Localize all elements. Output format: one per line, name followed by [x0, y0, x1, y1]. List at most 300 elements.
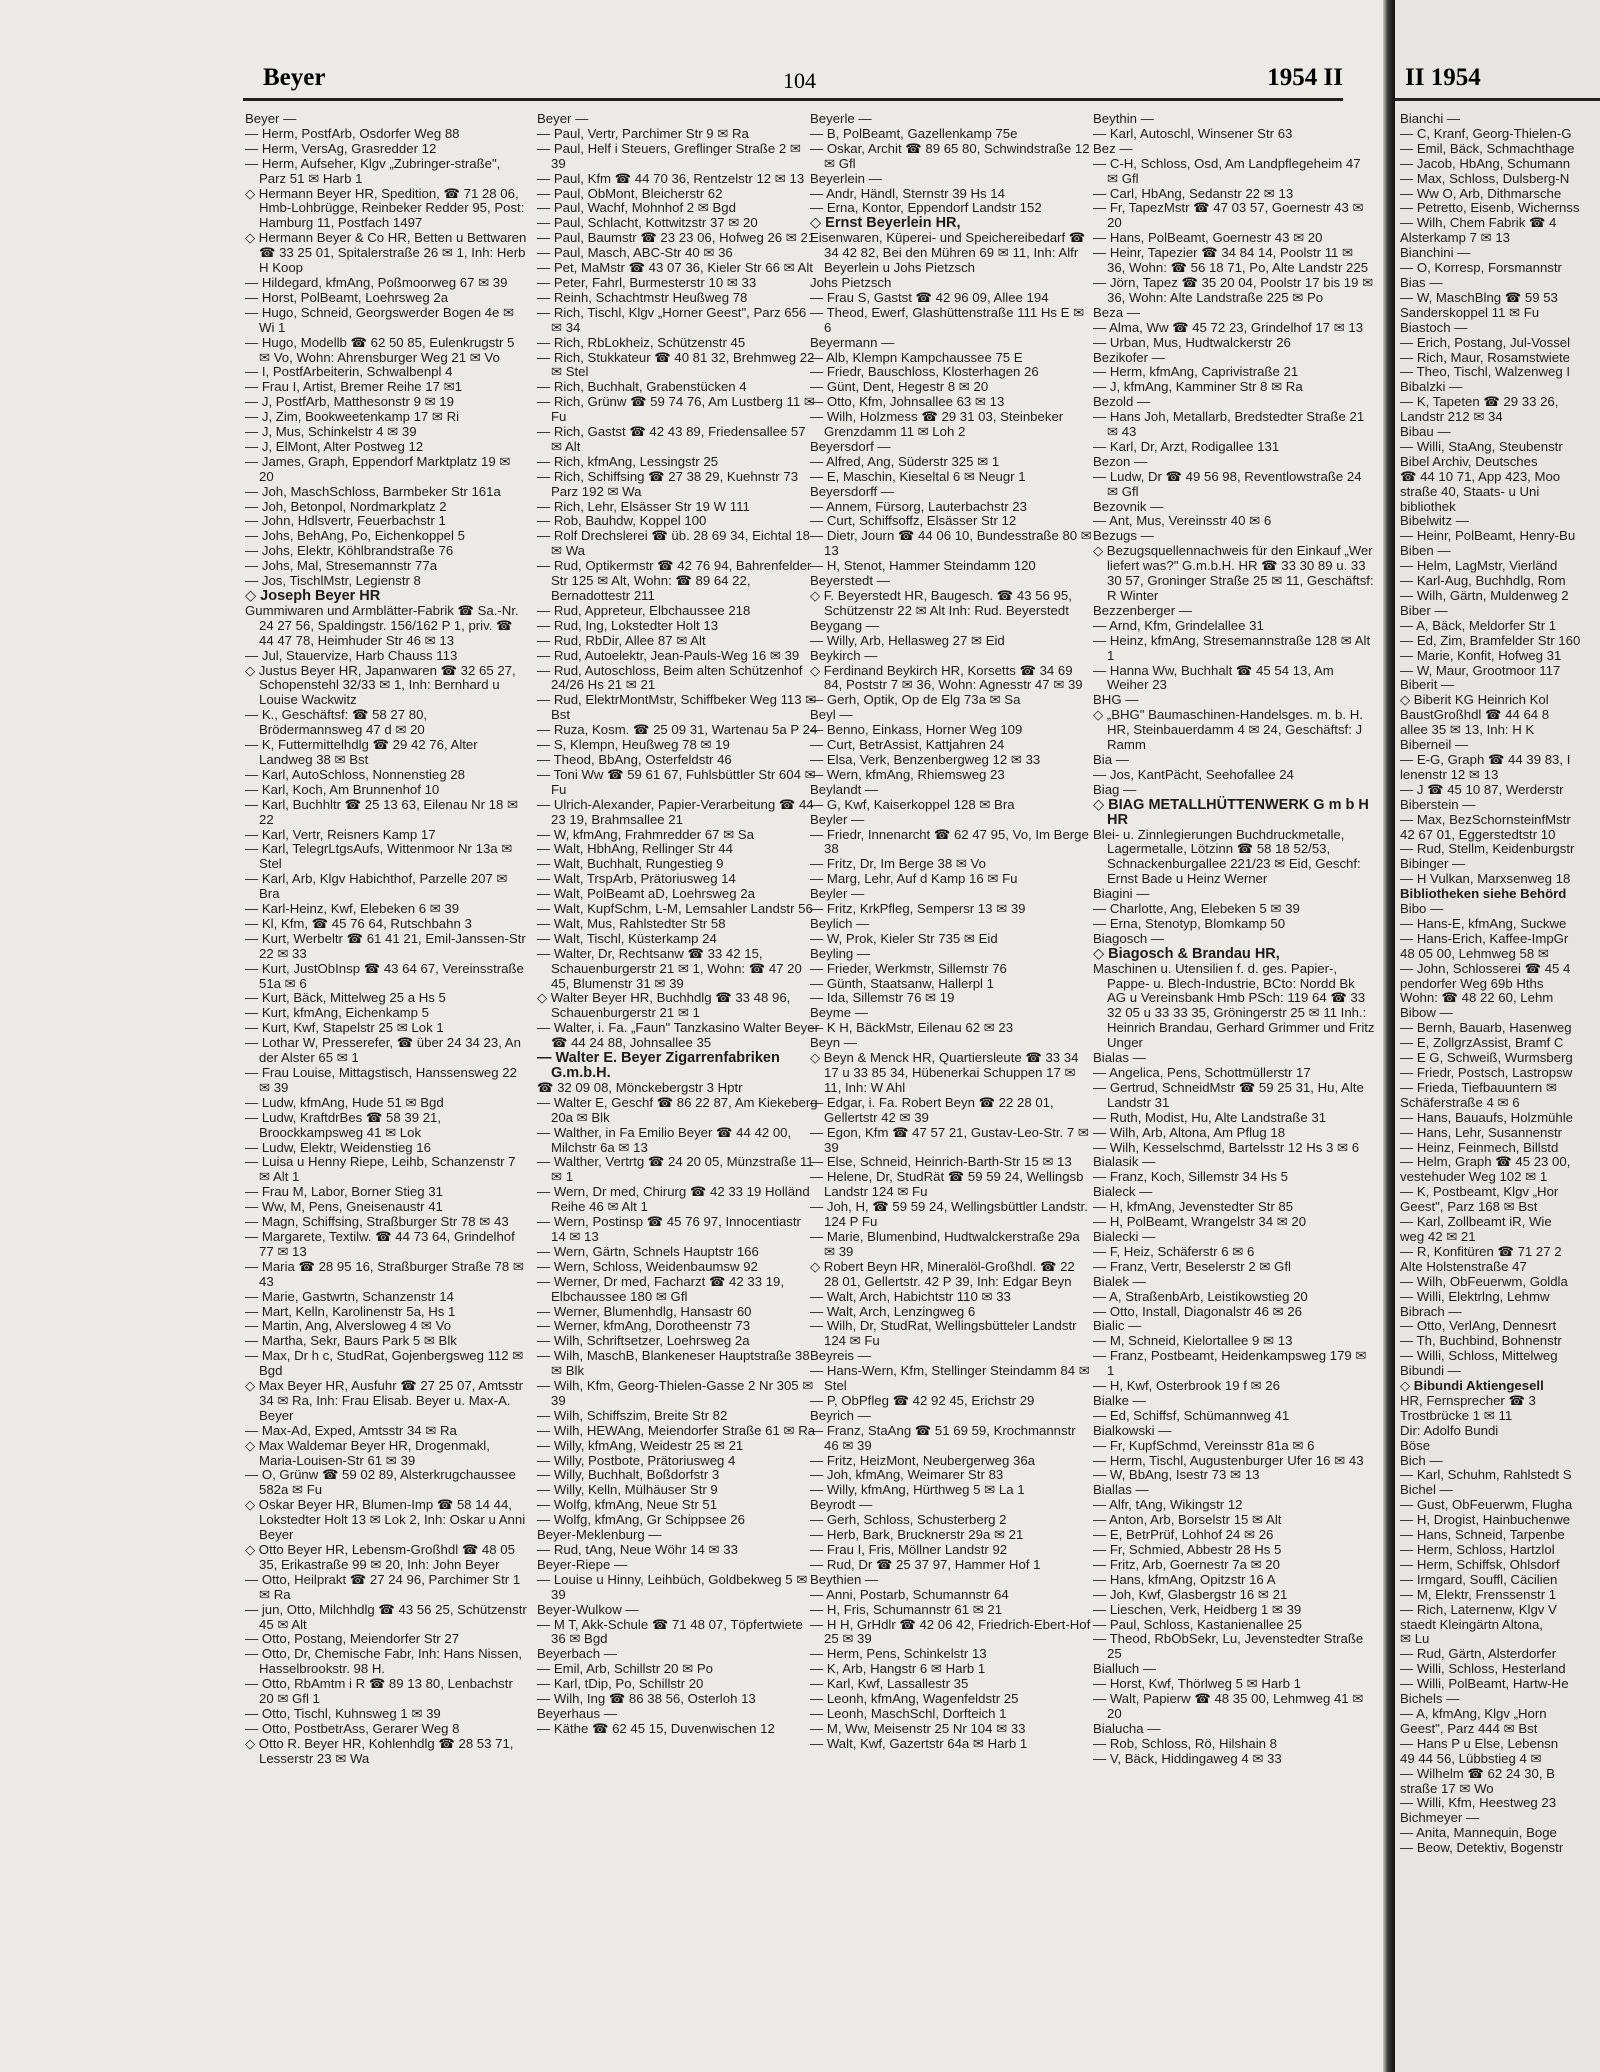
directory-entry: — Heinz, kfmAng, Stresemannstraße 128 ✉ Alt 1 — [1093, 632, 1371, 663]
directory-entry: — Willi, Kfm, Heestweg 23 — [1400, 1795, 1557, 1811]
directory-entry: — Herm, Schiffsk, Ohlsdorf — [1400, 1556, 1560, 1572]
directory-entry: Biagini — — [1093, 886, 1150, 902]
directory-entry: — J, Mus, Schinkelstr 4 ✉ 39 — [245, 424, 417, 440]
directory-entry: — Erna, Stenotyp, Blomkamp 50 — [1093, 915, 1286, 931]
directory-entry: — Rud, Autoschloss, Beim alten Schützenhof 24/26 Hs 21 ✉ 21 — [537, 662, 803, 693]
directory-entry: — Karl, Buchhltr ☎ 25 13 63, Eilenau Nr 18 ✉ 22 — [245, 796, 519, 827]
directory-entry: Wohn: ☎ 48 22 60, Lehm — [1400, 990, 1554, 1006]
directory-entry: — Rud, Ing, Lokstedter Holt 13 — [537, 617, 719, 633]
directory-entry: — Ludw, kfmAng, Hude 51 ✉ Bgd — [245, 1094, 444, 1110]
directory-entry: — Ant, Mus, Vereinsstr 40 ✉ 6 — [1093, 513, 1272, 529]
directory-entry: — Petretto, Eisenb, Wichernss — [1400, 200, 1580, 216]
directory-entry: — J, ElMont, Alter Postweg 12 — [245, 438, 424, 454]
directory-entry: Dir: Adolfo Bundi — [1400, 1422, 1499, 1438]
directory-entry: — Walt, HbhAng, Rellinger Str 44 — [537, 841, 733, 857]
directory-entry: 42 67 01, Eggerstedtstr 10 — [1400, 826, 1556, 842]
column-4 — [1093, 112, 1375, 1767]
directory-entry: — Wilh, Ing ☎ 86 38 56, Osterloh 13 — [537, 1691, 756, 1707]
directory-entry: Beylich — — [810, 915, 870, 931]
directory-entry: — Wilhelm ☎ 62 24 30, B — [1400, 1765, 1555, 1781]
directory-entry: Bibrach — — [1400, 1303, 1462, 1319]
column-3 — [810, 112, 1092, 1752]
directory-entry: — Kurt, Kwf, Stapelstr 25 ✉ Lok 1 — [245, 1020, 444, 1036]
directory-entry: — Frieder, Werkmstr, Sillemstr 76 — [810, 960, 1007, 976]
directory-entry: — Rolf Drechslerei ☎ üb. 28 69 34, Eichtal 18 ✉ Wa — [537, 528, 810, 559]
directory-entry: Bezugs — — [1093, 528, 1154, 544]
right-page-column — [1400, 112, 1600, 1856]
directory-entry: — Ed, Schiffsf, Schümannweg 41 — [1093, 1407, 1290, 1423]
directory-entry: Beyme — — [810, 1005, 868, 1021]
directory-entry: Alsterkamp 7 ✉ 13 — [1400, 230, 1511, 246]
directory-entry: — Max, Dr h c, StudRat, Gojenbergsweg 112 ✉ Bgd — [245, 1348, 524, 1379]
directory-entry: Biberstein — — [1400, 796, 1476, 812]
directory-entry: — Walt, TrspArb, Prätoriusweg 14 — [537, 871, 736, 887]
directory-entry: — Theod, BbAng, Osterfeldstr 46 — [537, 751, 732, 767]
directory-entry: — B, PolBeamt, Gazellenkamp 75e — [810, 125, 1018, 141]
directory-entry: — Friedr, Postsch, Lastropsw — [1400, 1065, 1573, 1080]
directory-entry: — Alfred, Ang, Süderstr 325 ✉ 1 — [810, 453, 1000, 469]
directory-entry: — Walt, Papierw ☎ 48 35 00, Lehmweg 41 ✉ 20 — [1093, 1691, 1364, 1721]
directory-entry: — A, StraßenbArb, Leistikowstieg 20 — [1093, 1288, 1308, 1304]
directory-entry: — Otto, Install, Diagonalstr 46 ✉ 26 — [1093, 1303, 1302, 1319]
directory-entry: — Ludw, Dr ☎ 49 56 98, Reventlowstraße 24 ✉ Gfl — [1093, 468, 1362, 499]
directory-entry: — Paul, Helf i Steuers, Greflinger Straße 2 ✉ 39 — [537, 140, 801, 171]
directory-entry: — Willi, StaAng, Steubenstr — [1400, 438, 1563, 454]
directory-entry: — Gertrud, SchneidMstr ☎ 59 25 31, Hu, Alte Landstr 31 — [1093, 1079, 1364, 1110]
directory-entry: — Walther, Vertrtg ☎ 24 20 05, Münzstraße 11 ✉ 1 — [537, 1154, 814, 1185]
directory-entry: — M, Ww, Meisenstr 25 Nr 104 ✉ 33 — [810, 1720, 1026, 1736]
directory-entry: Beyler — — [810, 886, 865, 902]
directory-entry: Maschinen u. Utensilien f. d. ges. Papier-, Pappe- u. Blech-Industrie, BCto: Nordd Bk AG u Vereinsbank Hmb PSch: 119 64 ☎ 33 32 05 u 33 33 35, Gröningerstr 25 ✉ 11 Inh.: Heinrich Brandau, Gerhard Grimmer und Fritz Unger — [1093, 960, 1375, 1051]
directory-entry: Bialke — — [1093, 1392, 1146, 1408]
directory-entry: — H H, GrHdlr ☎ 42 06 42, Friedrich-Ebert-Hof 25 ✉ 39 — [810, 1616, 1091, 1647]
directory-entry: — I, PostfArbeiterin, Schwalbenpl 4 — [245, 364, 453, 380]
directory-entry: — Wern, Postinsp ☎ 45 76 97, Innocentiastr 14 ✉ 13 — [537, 1214, 801, 1244]
directory-entry: — Wolfg, kfmAng, Neue Str 51 — [537, 1497, 718, 1513]
directory-entry: Bialic — — [1093, 1318, 1142, 1334]
directory-entry: — Wilh, Arb, Altona, Am Pflug 18 — [1093, 1124, 1286, 1140]
directory-entry: — Max, Schloss, Dulsberg-N — [1400, 170, 1570, 186]
directory-entry: — Heinz, Feinmech, Billstd — [1400, 1139, 1559, 1155]
directory-entry: — Martin, Ang, Alversloweg 4 ✉ Vo — [245, 1318, 452, 1334]
directory-entry: — Kurt, Bäck, Mittelweg 25 a Hs 5 — [245, 990, 446, 1006]
directory-entry: — Walt, Buchhalt, Rungestieg 9 — [537, 856, 724, 872]
directory-entry: — Ulrich-Alexander, Papier-Verarbeitung ☎ 44 23 19, Brahmsallee 21 — [537, 796, 814, 827]
directory-entry: — Anton, Arb, Borselstr 15 ✉ Alt — [1093, 1512, 1282, 1528]
directory-entry: — Margarete, Textilw. ☎ 44 73 64, Grindelhof 77 ✉ 13 — [245, 1228, 515, 1259]
directory-entry: — Theo, Tischl, Walzenweg I — [1400, 364, 1571, 380]
directory-entry: — Irmgard, Souffl, Cäcilien — [1400, 1571, 1558, 1587]
directory-entry: — Joh, Kwf, Glasbergstr 16 ✉ 21 — [1093, 1586, 1288, 1602]
directory-entry: — Theod, RbObSekr, Lu, Jevenstedter Straße 25 — [1093, 1631, 1364, 1662]
directory-entry: — Lieschen, Verk, Heidberg 1 ✉ 39 — [1093, 1601, 1302, 1617]
directory-entry: Beyl — — [810, 707, 853, 723]
directory-entry: — Karl, AutoSchloss, Nonnenstieg 28 — [245, 766, 465, 782]
directory-entry: — Erna, Kontor, Eppendorf Landstr 152 — [810, 200, 1042, 216]
directory-entry: — K, Futtermittelhdlg ☎ 29 42 76, Alter Landweg 38 ✉ Bst — [245, 737, 478, 767]
directory-entry: — Magn, Schiffsing, Straßburger Str 78 ✉ 43 — [245, 1214, 509, 1230]
directory-entry: Biberneil — — [1400, 737, 1469, 753]
directory-entry: Beythin — — [1093, 111, 1154, 126]
directory-entry: — Frau I, Fris, Möllner Landstr 92 — [810, 1542, 1008, 1557]
directory-entry: ◇ Max Waldemar Beyer HR, Drogenmakl, Maria-Louisen-Str 61 ✉ 39 — [245, 1437, 490, 1468]
directory-entry: — Peter, Fahrl, Burmesterstr 10 ✉ 33 — [537, 274, 757, 290]
directory-entry: — J, Zim, Bookweetenkamp 17 ✉ Ri — [245, 409, 460, 425]
directory-entry: Beythien — — [810, 1571, 879, 1587]
directory-entry: ◇ Max Beyer HR, Ausfuhr ☎ 27 25 07, Amtsstr 34 ✉ Ra, Inh: Frau Elisab. Beyer u. Max-A. Beyer — [245, 1378, 523, 1423]
directory-entry: Beyerstedt — — [810, 573, 890, 589]
directory-entry: — Hans, Lehr, Susannenstr — [1400, 1124, 1563, 1140]
directory-entry: Bich — — [1400, 1452, 1443, 1468]
directory-entry: — Willi, Schloss, Mittelweg — [1400, 1348, 1558, 1364]
column-2 — [537, 112, 819, 1737]
directory-entry: — Helm, LagMstr, Vierländ — [1400, 558, 1558, 574]
directory-entry: — Hans-Wern, Kfm, Stellinger Steindamm 84 ✉ Stel — [810, 1363, 1090, 1394]
directory-entry: — Günt, Dent, Hegestr 8 ✉ 20 — [810, 379, 989, 395]
directory-entry: Bialeck — — [1093, 1184, 1153, 1200]
directory-entry: — G, Kwf, Kaiserkoppel 128 ✉ Bra — [810, 796, 1015, 812]
directory-entry: — Gerh, Optik, Op de Elg 73a ✉ Sa — [810, 692, 1021, 708]
directory-entry: ◇ Hermann Beyer & Co HR, Betten u Bettwaren ☎ 33 25 01, Spitalerstraße 26 ✉ 1, Inh: Herb H Koop — [245, 230, 527, 276]
directory-entry: — Marie, Blumenbind, Hudtwalckerstraße 29a ✉ 39 — [810, 1228, 1080, 1259]
directory-entry: ◇ „BHG" Baumaschinen-Handelsges. m. b. H. HR, Steinbauerdamm 4 ✉ 24, Geschäftsf: J Ramm — [1093, 707, 1363, 753]
directory-entry: — Otto, Tischl, Kuhnsweg 1 ✉ 39 — [245, 1705, 441, 1721]
directory-entry: — Jos, TischlMstr, Legienstr 8 — [245, 573, 421, 589]
directory-entry: — Rich, kfmAng, Lessingstr 25 — [537, 453, 719, 469]
directory-entry: — Frau M, Labor, Borner Stieg 31 — [245, 1184, 443, 1200]
directory-entry: — Fritz, Arb, Goernestr 7a ✉ 20 — [1093, 1556, 1280, 1572]
directory-entry: — Rich, Stukkateur ☎ 40 81 32, Brehmweg 22 ✉ Stel — [537, 349, 815, 380]
directory-entry: Beygang — — [810, 617, 879, 633]
directory-entry: Bezzenberger — — [1093, 602, 1192, 618]
directory-entry: Bibalzki — — [1400, 379, 1463, 395]
directory-entry: — Joh, H, ☎ 59 59 24, Wellingsbüttler Landstr. 124 P Fu — [810, 1199, 1088, 1230]
directory-entry: — Else, Schneid, Heinrich-Barth-Str 15 ✉ 13 — [810, 1154, 1072, 1170]
directory-entry: Eisenwaren, Küperei- und Speichereibedarf ☎ 34 42 82, Bei den Mühren 69 ✉ 11, Inh: Alfr Beyerlein u Johs Pietzsch — [810, 230, 1086, 276]
directory-entry: BHG — — [1093, 692, 1139, 708]
directory-entry: — Karl, Schuhm, Rahlstedt S — [1400, 1467, 1572, 1483]
directory-entry: — Karl-Heinz, Kwf, Elebeken 6 ✉ 39 — [245, 901, 460, 917]
directory-entry: Beyerlein — — [810, 170, 882, 186]
directory-entry: — E, ZollgrzAssist, Bramf C — [1400, 1035, 1564, 1051]
directory-entry: — Walt, Kwf, Gazertstr 64a ✉ Harb 1 — [810, 1735, 1028, 1751]
directory-entry: Bianchi — — [1400, 111, 1461, 126]
directory-entry: — Rich, Lehr, Elsässer Str 19 W 111 — [537, 498, 750, 514]
directory-entry: — Angelica, Pens, Schottmüllerstr 17 — [1093, 1065, 1311, 1080]
directory-entry: — Willy, kfmAng, Weidestr 25 ✉ 21 — [537, 1437, 744, 1453]
directory-entry: Beyrodt — — [810, 1497, 873, 1513]
directory-entry: HR, Fernsprecher ☎ 3 — [1400, 1392, 1536, 1408]
directory-entry: — Joh, Betonpol, Nordmarkplatz 2 — [245, 498, 447, 514]
directory-entry: — M, Elektr, Frenssenstr 1 — [1400, 1586, 1557, 1602]
directory-entry: Geest", Parz 168 ✉ Bst — [1400, 1199, 1538, 1215]
directory-entry: — Karl, Dr, Arzt, Rodigallee 131 — [1093, 438, 1280, 454]
directory-entry: ◇ Justus Beyer HR, Japanwaren ☎ 32 65 27, Schopenstehl 32/33 ✉ 1, Inh: Bernhard u Louise Wackwitz — [245, 662, 516, 708]
directory-entry: — Wilh, HEWAng, Meiendorfer Straße 61 ✉ Ra — [537, 1422, 816, 1438]
directory-entry: — Frau I, Artist, Bremer Reihe 17 ✉1 — [245, 379, 462, 395]
directory-entry: — Herm, PostfArb, Osdorfer Weg 88 — [245, 125, 460, 141]
directory-entry: — Walt, PolBeamt aD, Loehrsweg 2a — [537, 886, 755, 902]
directory-entry: — Jos, KantPächt, Seehofallee 24 — [1093, 766, 1294, 782]
directory-entry: — H, Drogist, Hainbuchenwe — [1400, 1512, 1571, 1528]
directory-entry: — Frieda, Tiefbauuntern ✉ — [1400, 1079, 1557, 1095]
directory-entry: — Reinh, Schachtmstr Heußweg 78 — [537, 289, 748, 305]
directory-entry: Bibelwitz — — [1400, 513, 1469, 529]
directory-entry: — Edgar, i. Fa. Robert Beyn ☎ 22 28 01, Gellertstr 42 ✉ 39 — [810, 1094, 1054, 1125]
directory-entry: — Käthe ☎ 62 45 15, Duvenwischen 12 — [537, 1720, 775, 1736]
directory-entry: — Günth, Staatsanw, Hallerpl 1 — [810, 975, 994, 991]
directory-entry: Bia — — [1093, 751, 1129, 767]
directory-entry: — Fritz, KrkPfleg, Sempersr 13 ✉ 39 — [810, 901, 1026, 917]
directory-entry: — Willy, Buchhalt, Boßdorfstr 3 — [537, 1467, 720, 1483]
directory-entry: — C, Kranf, Georg-Thielen-G — [1400, 125, 1572, 141]
directory-entry: — Otto, PostbetrAss, Gerarer Weg 8 — [245, 1720, 460, 1736]
directory-entry: — Karl, Arb, Klgv Habichthof, Parzelle 207 ✉ Bra — [245, 871, 508, 902]
directory-entry: — K, Postbeamt, Klgv „Hor — [1400, 1184, 1559, 1200]
directory-entry: — E, Maschin, Kieseltal 6 ✉ Neugr 1 — [810, 468, 1026, 484]
directory-entry: — Egon, Kfm ☎ 47 57 21, Gustav-Leo-Str. 7 ✉ 39 — [810, 1124, 1089, 1155]
directory-entry: — Kurt, Werbeltr ☎ 61 41 21, Emil-Janssen-Str 22 ✉ 33 — [245, 930, 526, 961]
directory-entry: — H, kfmAng, Jevenstedter Str 85 — [1093, 1199, 1294, 1215]
directory-entry: — Otto, VerlAng, Dennesrt — [1400, 1318, 1557, 1334]
directory-entry: staedt Kleingärtn Altona, — [1400, 1616, 1543, 1632]
directory-entry: Biastoch — — [1400, 319, 1468, 335]
column-1 — [245, 112, 527, 1767]
directory-entry: — Hans-E, kfmAng, Suckwe — [1400, 915, 1567, 931]
directory-entry: Beyer-Riepe — — [537, 1556, 628, 1572]
directory-entry: lenenstr 12 ✉ 13 — [1400, 766, 1499, 782]
directory-entry: — E, BetrPrüf, Lohhof 24 ✉ 26 — [1093, 1527, 1274, 1543]
directory-entry: — Marie, Gastwrtn, Schanzenstr 14 — [245, 1288, 454, 1304]
directory-entry: Böse — [1400, 1437, 1431, 1453]
directory-entry: — Ww, M, Pens, Gneisenaustr 41 — [245, 1199, 443, 1215]
directory-entry: — Rud, tAng, Neue Wöhr 14 ✉ 33 — [537, 1542, 738, 1557]
directory-entry: — Karl-Aug, Buchhdlg, Rom — [1400, 573, 1566, 589]
directory-entry: — Ww O, Arb, Dithmarsche — [1400, 185, 1562, 201]
directory-entry: Beyerbach — — [537, 1646, 617, 1662]
directory-entry: ◇ Otto Beyer HR, Lebensm-Großhdl ☎ 48 05 35, Erikastraße 99 ✉ 20, Inh: John Beyer — [245, 1542, 515, 1572]
directory-entry: — Rud, Stellm, Keidenburgstr — [1400, 841, 1575, 857]
directory-entry: Bibow — — [1400, 1005, 1453, 1021]
directory-entry: — Maria ☎ 28 95 16, Straßburger Straße 78 ✉ 43 — [245, 1258, 524, 1289]
directory-entry: — Paul, Schlacht, Kottwitzstr 37 ✉ 20 — [537, 215, 758, 231]
directory-entry: — Frau Louise, Mittagstisch, Hanssensweg 22 ✉ 39 — [245, 1065, 517, 1095]
directory-entry: — P, ObPfleg ☎ 42 92 45, Erichstr 29 — [810, 1392, 1035, 1408]
directory-entry: — Karl, Koch, Am Brunnenhof 10 — [245, 781, 440, 797]
directory-entry: Bezon — — [1093, 453, 1148, 469]
right-header-rule — [1395, 98, 1600, 101]
directory-entry: Biallas — — [1093, 1482, 1149, 1498]
directory-entry: — Bernh, Bauarb, Hasenweg — [1400, 1020, 1572, 1036]
directory-entry: Biag — — [1093, 781, 1137, 797]
directory-entry: — W, Maur, Grootmoor 117 — [1400, 662, 1561, 678]
directory-entry: — K., Geschäftsf: ☎ 58 27 80, Brödermannsweg 47 d ✉ 20 — [245, 707, 428, 738]
directory-entry: — Frau S, Gastst ☎ 42 96 09, Allee 194 — [810, 289, 1049, 305]
directory-entry: — Wilh, ObFeuerwm, Goldla — [1400, 1273, 1568, 1289]
directory-entry: — Alfr, tAng, Wikingstr 12 — [1093, 1497, 1243, 1513]
directory-entry: Bialucha — — [1093, 1720, 1161, 1736]
directory-entry: — K, Tapeten ☎ 29 33 26, — [1400, 394, 1559, 410]
directory-entry: — Joh, MaschSchloss, Barmbeker Str 161a — [245, 483, 501, 499]
directory-entry: — Carl, HbAng, Sedanstr 22 ✉ 13 — [1093, 185, 1294, 201]
directory-entry: — Paul, Wachf, Mohnhof 2 ✉ Bgd — [537, 200, 736, 216]
directory-entry: — Herm, Tischl, Augustenburger Ufer 16 ✉ 43 — [1093, 1452, 1364, 1468]
directory-entry: Bezikofer — — [1093, 349, 1165, 365]
directory-entry: — Herm, Pens, Schinkelstr 13 — [810, 1646, 987, 1662]
directory-entry: — Theod, Ewerf, Glashüttenstraße 111 Hs E ✉ 6 — [810, 304, 1085, 335]
directory-entry: Beyersdorf — — [810, 438, 891, 454]
running-head-year: 1954 II — [1267, 64, 1343, 91]
directory-entry: Bias — — [1400, 274, 1443, 290]
directory-entry: — Wern, kfmAng, Rhiemsweg 23 — [810, 766, 1005, 782]
directory-entry: — Urban, Mus, Hudtwalckerstr 26 — [1093, 334, 1291, 350]
directory-entry: — Charlotte, Ang, Elebeken 5 ✉ 39 — [1093, 901, 1300, 917]
directory-entry: — Fritz, HeizMont, Neubergerweg 36a — [810, 1452, 1036, 1468]
directory-entry: — Rud, Optikermstr ☎ 42 76 94, Bahrenfelder Str 125 ✉ Alt, Wohn: ☎ 89 64 22, Bernadottestr 211 — [537, 558, 812, 603]
directory-entry: Bibau — — [1400, 424, 1451, 440]
directory-entry: — Walter E, Geschf ☎ 86 22 87, Am Kiekeberg 20a ✉ Blk — [537, 1094, 818, 1125]
directory-entry: — Johs, Mal, Stresemannstr 77a — [245, 558, 438, 574]
directory-entry: Trostbrücke 1 ✉ 11 — [1400, 1407, 1513, 1423]
directory-entry: Beyerhaus — — [537, 1705, 617, 1721]
directory-entry: — Hans Joh, Metallarb, Bredstedter Straße 21 ✉ 43 — [1093, 409, 1365, 440]
directory-entry: ◇ Bezugsquellennachweis für den Einkauf „Wer liefert was?" G.m.b.H. HR ☎ 33 30 89 u. 33 30 57, Groninger Straße 25 ✉ 11, Geschäftsf: R Winter — [1093, 543, 1374, 603]
directory-entry: BaustGroßhdl ☎ 44 64 8 — [1400, 707, 1550, 723]
directory-entry: — W, MaschBlng ☎ 59 53 — [1400, 289, 1558, 305]
directory-entry: — Rich, Tischl, Klgv „Horner Geest", Parz 656 ✉ 34 — [537, 304, 807, 335]
directory-entry: — H, Kwf, Osterbrook 19 f ✉ 26 — [1093, 1378, 1280, 1394]
directory-entry: — Wilh, Kfm, Georg-Thielen-Gasse 2 Nr 305 ✉ 39 — [537, 1378, 814, 1408]
directory-entry: — Rich, Maur, Rosamstwiete — [1400, 349, 1571, 365]
directory-entry: bibliothek — [1400, 498, 1456, 514]
directory-entry: — Wolfg, kfmAng, Gr Schippsee 26 — [537, 1512, 745, 1528]
directory-entry: — Walt, KupfSchm, L-M, Lemsahler Landstr 56 — [537, 901, 813, 917]
directory-entry: — Wilh, Gärtn, Muldenweg 2 — [1400, 588, 1569, 603]
directory-entry: Bialek — — [1093, 1273, 1146, 1289]
directory-entry: Bibliotheken siehe Behörd — [1400, 886, 1567, 902]
directory-entry: — Wilh, Chem Fabrik ☎ 4 — [1400, 215, 1557, 231]
directory-entry: — E-G, Graph ☎ 44 39 83, I — [1400, 751, 1571, 767]
directory-entry: ◇ Ernst Beyerlein HR, — [810, 215, 961, 232]
directory-entry: Bibundi — — [1400, 1363, 1461, 1379]
directory-entry: — Wern, Gärtn, Schnels Hauptstr 166 — [537, 1243, 759, 1259]
directory-entry: Sanderskoppel 11 ✉ Fu — [1400, 304, 1540, 320]
directory-entry: Geest", Parz 444 ✉ Bst — [1400, 1720, 1538, 1736]
directory-entry: — Franz, Postbeamt, Heidenkampsweg 179 ✉ 1 — [1093, 1348, 1367, 1379]
directory-entry: Beyersdorff — — [810, 483, 895, 499]
directory-entry: — Wilh, Schiffszim, Breite Str 82 — [537, 1407, 728, 1423]
directory-entry: — Ed, Zim, Bramfelder Str 160 — [1400, 632, 1581, 648]
directory-entry: Bialkowski — — [1093, 1422, 1172, 1438]
directory-entry: — Wilh, Holzmess ☎ 29 31 03, Steinbeker Grenzdamm 11 ✉ Loh 2 — [810, 409, 1064, 440]
directory-entry: — Wilh, Schriftsetzer, Loehrsweg 2a — [537, 1333, 750, 1349]
directory-entry: Bibinger — — [1400, 856, 1466, 872]
directory-entry: — Herb, Bark, Brucknerstr 29a ✉ 21 — [810, 1527, 1024, 1543]
directory-entry: Beyer — — [537, 111, 589, 126]
directory-entry: — Willy, Kelln, Mülhäuser Str 9 — [537, 1482, 718, 1498]
directory-entry: — Walt, Mus, Rahlstedter Str 58 — [537, 915, 726, 931]
directory-entry: weg 42 ✉ 21 — [1400, 1228, 1476, 1244]
directory-entry: — Rud, Gärtn, Alsterdorfer — [1400, 1646, 1557, 1662]
directory-entry: — Leonh, MaschSchl, Dorfteich 1 — [810, 1705, 1007, 1721]
directory-entry: — J, kfmAng, Kamminer Str 8 ✉ Ra — [1093, 379, 1303, 395]
directory-entry: — Herm, VersAg, Grasredder 12 — [245, 140, 437, 156]
directory-entry: — Willy, kfmAng, Hürthweg 5 ✉ La 1 — [810, 1482, 1025, 1498]
directory-entry: ☎ 32 09 08, Mönckebergstr 3 Hptr — [537, 1079, 743, 1095]
directory-entry: — Walter E. Beyer Zigarrenfabriken G.m.b.H. — [537, 1050, 780, 1081]
directory-entry: ◇ Ferdinand Beykirch HR, Korsetts ☎ 34 69 84, Poststr 7 ✉ 36, Wohn: Agnesstr 47 ✉ 39 — [810, 662, 1083, 693]
directory-entry: — Max-Ad, Exped, Amtsstr 34 ✉ Ra — [245, 1422, 457, 1438]
directory-entry: Bichel — — [1400, 1482, 1453, 1498]
directory-entry: — F, Heiz, Schäferstr 6 ✉ 6 — [1093, 1243, 1255, 1259]
directory-entry: — Anita, Mannequin, Boge — [1400, 1825, 1557, 1841]
directory-entry: — Wilh, MaschB, Blankeneser Hauptstraße 38 ✉ Blk — [537, 1348, 810, 1379]
directory-entry: — Rob, Bauhdw, Koppel 100 — [537, 513, 707, 529]
directory-entry: — Willi, Schloss, Hesterland — [1400, 1661, 1566, 1677]
directory-entry: — Hans, kfmAng, Opitzstr 16 A — [1093, 1571, 1276, 1587]
directory-entry: — H, Fris, Schumannstr 61 ✉ 21 — [810, 1601, 1003, 1617]
directory-entry: — Gerh, Schloss, Schusterberg 2 — [810, 1512, 1007, 1528]
directory-entry: — A, Bäck, Meldorfer Str 1 — [1400, 617, 1557, 633]
directory-entry: Gummiwaren und Armblätter-Fabrik ☎ Sa.-Nr. 24 27 56, Spaldingstr. 156/162 P 1, priv. ☎ 44 47 78, Heimhuder Str 46 ✉ 13 — [245, 602, 519, 648]
directory-entry: — Karl, Autoschl, Winsener Str 63 — [1093, 125, 1293, 141]
directory-entry: — Hugo, Schneid, Georgswerder Bogen 4e ✉ Wi 1 — [245, 304, 515, 335]
directory-entry: ◇ Beyn & Menck HR, Quartiersleute ☎ 33 34 17 u 33 85 34, Hübenerkai Schuppen 17 ✉ 11, Inh: W Ahl — [810, 1050, 1079, 1095]
directory-entry: — Marg, Lehr, Auf d Kamp 16 ✉ Fu — [810, 871, 1018, 887]
directory-entry: ◇ BIAG METALLHÜTTENWERK G m b H HR — [1093, 796, 1369, 828]
directory-entry: — Emil, Arb, Schillstr 20 ✉ Po — [537, 1661, 713, 1677]
directory-entry: Bialasik — — [1093, 1154, 1156, 1170]
directory-entry: — Willi, Elektrlng, Lehmw — [1400, 1288, 1550, 1304]
directory-entry: — Wilh, Kesselschmd, Bartelsstr 12 Hs 3 ✉ 6 — [1093, 1139, 1360, 1155]
directory-entry: — Th, Buchbind, Bohnenstr — [1400, 1333, 1562, 1349]
directory-entry: Landstr 212 ✉ 34 — [1400, 409, 1503, 425]
book-spine — [1383, 0, 1395, 2072]
directory-entry: — Alma, Ww ☎ 45 72 23, Grindelhof 17 ✉ 13 — [1093, 319, 1364, 335]
directory-entry: — Rud, Appreteur, Elbchaussee 218 — [537, 602, 751, 618]
directory-entry: — Karl, Vertr, Reisners Kamp 17 — [245, 826, 436, 842]
directory-entry: — Horst, Kwf, Thörlweg 5 ✉ Harb 1 — [1093, 1676, 1301, 1692]
directory-entry: — Hans-Erich, Kaffee-ImpGr — [1400, 930, 1569, 946]
directory-entry: — C-H, Schloss, Osd, Am Landpflegeheim 47 ✉ Gfl — [1093, 155, 1361, 186]
directory-entry: — jun, Otto, Milchhdlg ☎ 43 56 25, Schützenstr 45 ✉ Alt — [245, 1601, 527, 1632]
directory-entry: Beykirch — — [810, 647, 878, 663]
directory-entry: — Toni Ww ☎ 59 61 67, Fuhlsbüttler Str 604 ✉ Fu — [537, 766, 816, 797]
directory-entry: ◇ Robert Beyn HR, Mineralöl-Großhdl. ☎ 22 28 01, Gellertstr. 42 P 39, Inh: Edgar Beyn — [810, 1258, 1075, 1289]
directory-entry: — Leonh, kfmAng, Wagenfeldstr 25 — [810, 1691, 1019, 1707]
directory-entry: — Benno, Einkass, Horner Weg 109 — [810, 722, 1023, 738]
directory-entry: — Hans, Schneid, Tarpenbe — [1400, 1527, 1565, 1543]
directory-entry: — Werner, Blumenhdlg, Hansastr 60 — [537, 1303, 752, 1319]
directory-entry: — Karl, tDip, Po, Schillstr 20 — [537, 1676, 704, 1692]
directory-entry: Bialas — — [1093, 1050, 1146, 1066]
directory-entry: Beyling — — [810, 945, 871, 961]
directory-entry: — O, Grünw ☎ 59 02 89, Alsterkrugchaussee 582a ✉ Fu — [245, 1467, 516, 1498]
directory-entry: — Rich, Schiffsing ☎ 27 38 29, Kuehnstr 73 Parz 192 ✉ Wa — [537, 468, 799, 499]
directory-entry: Beylandt — — [810, 781, 879, 797]
directory-entry: — Willi, PolBeamt, Hartw-He — [1400, 1676, 1569, 1692]
directory-entry: — John, Schlosserei ☎ 45 4 — [1400, 960, 1571, 976]
directory-entry: Biagosch — — [1093, 930, 1165, 946]
directory-entry: — J, PostfArb, Matthesonstr 9 ✉ 19 — [245, 394, 454, 410]
directory-entry: — Alb, Klempn Kampchaussee 75 E — [810, 349, 1023, 365]
directory-entry: Beyn — — [810, 1035, 857, 1051]
directory-entry: — Paul, Masch, ABC-Str 40 ✉ 36 — [537, 245, 733, 261]
directory-entry: — Paul, Kfm ☎ 44 70 36, Rentzelstr 12 ✉ 13 — [537, 170, 805, 186]
directory-entry: — Curt, Schiffsoffz, Elsässer Str 12 — [810, 513, 1017, 529]
directory-entry: Beyer-Wulkow — — [537, 1601, 639, 1617]
directory-entry: — Jörn, Tapez ☎ 35 20 04, Poolstr 17 bis 19 ✉ 36, Wohn: Alte Landstraße 225 ✉ Po — [1093, 274, 1374, 305]
